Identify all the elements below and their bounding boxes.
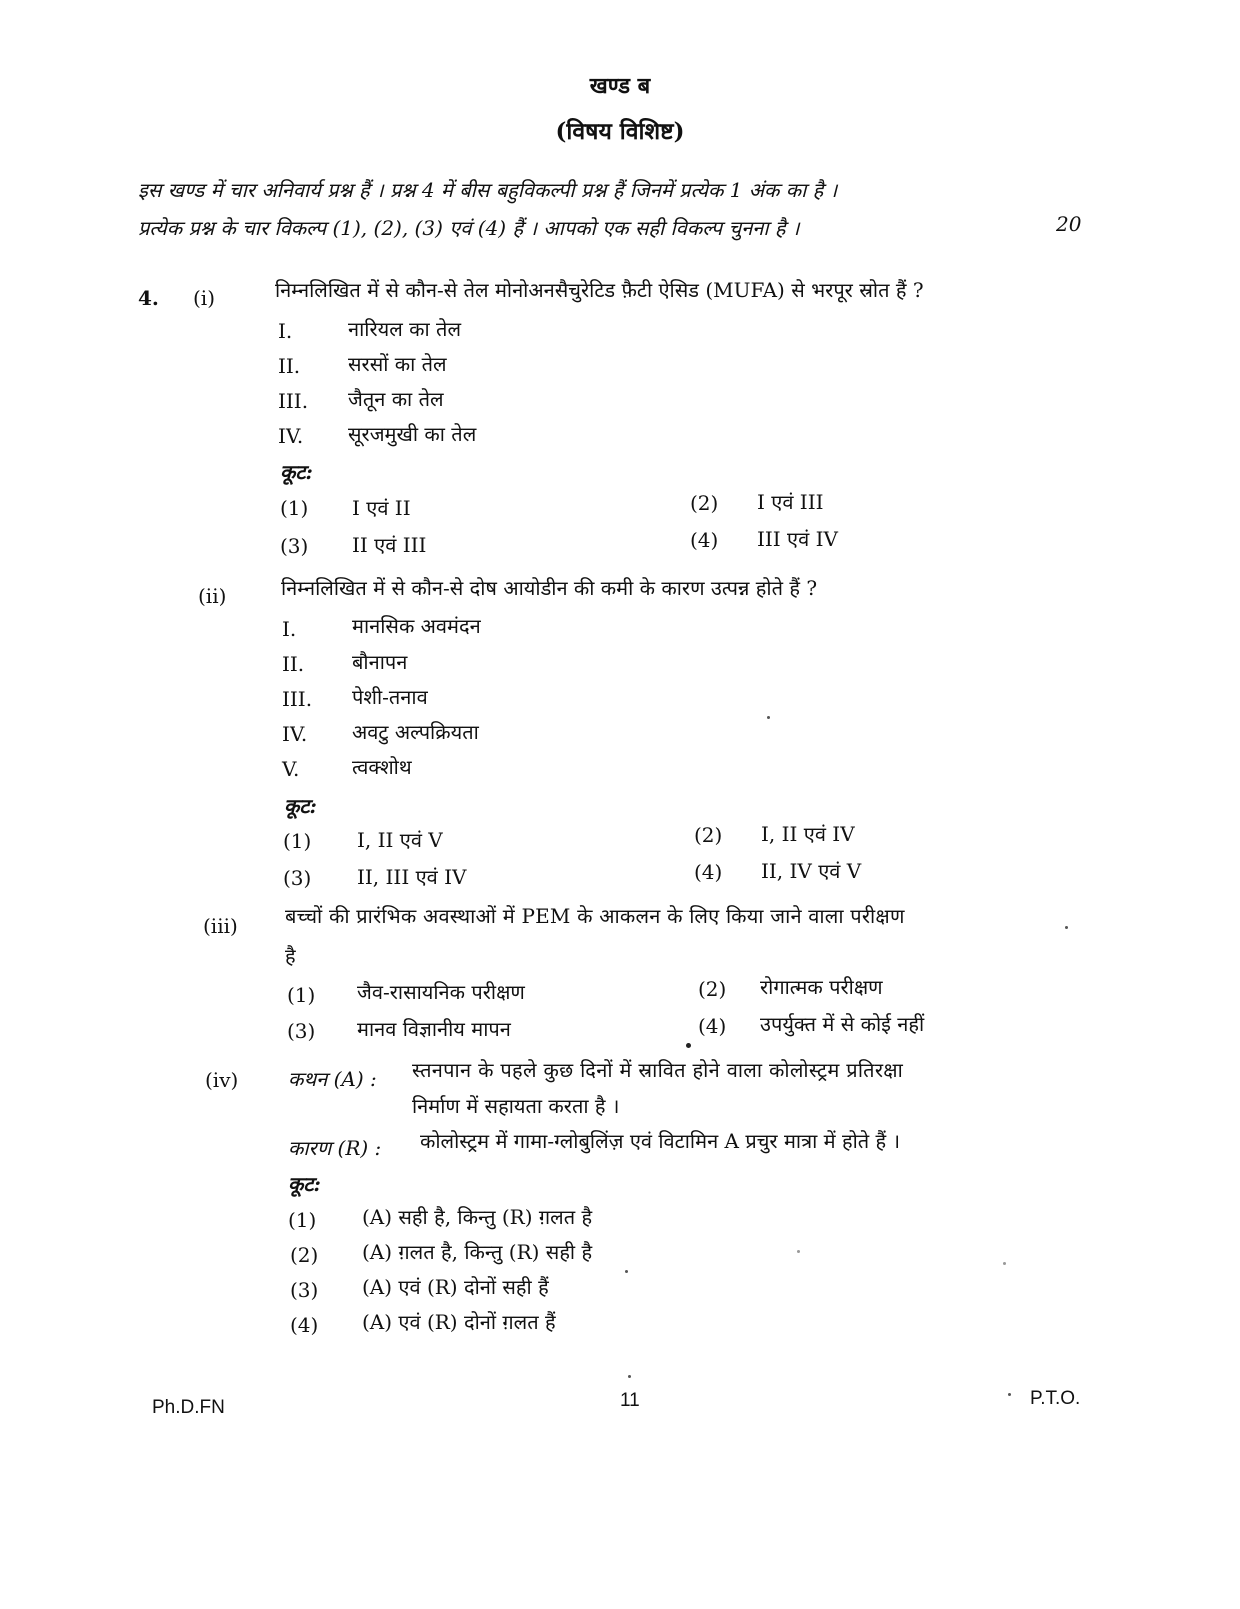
list-item-number: IV.: [278, 424, 304, 448]
list-item: बौनापन: [352, 650, 408, 674]
list-item: त्वक्शोथ: [352, 755, 412, 779]
option-text[interactable]: मानव विज्ञानीय मापन: [357, 1017, 511, 1041]
option-text[interactable]: III एवं IV: [757, 527, 838, 551]
q1-key-label: कूट:: [280, 460, 313, 484]
option-text[interactable]: रोगात्मक परीक्षण: [760, 975, 883, 999]
option-number[interactable]: (4): [698, 1014, 727, 1038]
option-number[interactable]: (1): [280, 496, 309, 520]
scan-speck: [1065, 926, 1068, 929]
assertion-line-1: स्तनपान के पहले कुछ दिनों में स्रावित होने वाला कोलोस्ट्रम प्रतिरक्षा: [412, 1058, 904, 1082]
option-text[interactable]: II, IV एवं V: [761, 859, 862, 883]
q4-key-label: कूट:: [288, 1172, 321, 1196]
instructions-line-2: प्रत्येक प्रश्न के चार विकल्प (1), (2), (3) एवं (4) हैं । आपको एक सही विकल्प चुनना है ।: [138, 216, 800, 240]
footer-page-number: 11: [620, 1390, 640, 1411]
q2-number: (ii): [198, 584, 227, 608]
option-text[interactable]: (A) एवं (R) दोनों सही हैं: [362, 1275, 549, 1299]
list-item-number: III.: [282, 687, 313, 711]
q2-text: निम्नलिखित में से कौन-से दोष आयोडीन की कमी के कारण उत्पन्न होते हैं ?: [281, 576, 818, 600]
option-text[interactable]: (A) एवं (R) दोनों ग़लत हैं: [362, 1310, 556, 1334]
option-number[interactable]: (2): [690, 491, 719, 515]
list-item: पेशी-तनाव: [352, 685, 428, 709]
option-text[interactable]: II, III एवं IV: [357, 865, 467, 889]
option-text[interactable]: I एवं II: [352, 496, 411, 520]
question-number: 4.: [138, 286, 159, 310]
list-item-number: I.: [278, 319, 293, 343]
option-text[interactable]: (A) ग़लत है, किन्तु (R) सही है: [362, 1240, 593, 1264]
option-text[interactable]: II एवं III: [352, 533, 427, 557]
list-item-number: II.: [282, 652, 305, 676]
list-item-number: IV.: [282, 722, 308, 746]
option-number[interactable]: (3): [280, 534, 309, 558]
option-number[interactable]: (4): [694, 860, 723, 884]
reason-label: कारण (R) :: [288, 1136, 382, 1160]
instructions-line-1: इस खण्ड में चार अनिवार्य प्रश्न हैं । प्रश्न 4 में बीस बहुविकल्पी प्रश्न हैं जिनमें प्रत्येक 1 अंक का है ।: [138, 178, 838, 202]
assertion-label: कथन (A) :: [288, 1067, 377, 1091]
option-number[interactable]: (1): [283, 829, 312, 853]
scan-speck: [1008, 1393, 1011, 1396]
scan-speck: [767, 716, 770, 719]
list-item-number: II.: [278, 354, 301, 378]
list-item-number: III.: [278, 389, 309, 413]
q1-text: निम्नलिखित में से कौन-से तेल मोनोअनसैचुरेटिड फ़ैटी ऐसिड (MUFA) से भरपूर स्रोत हैं ?: [275, 278, 924, 302]
option-text[interactable]: (A) सही है, किन्तु (R) ग़लत है: [362, 1205, 593, 1229]
scan-speck: [1003, 1262, 1006, 1265]
section-title: खण्ड ब: [589, 73, 651, 99]
option-number[interactable]: (4): [690, 528, 719, 552]
q3-text-line-2: है: [285, 944, 296, 968]
list-item: अवटु अल्पक्रियता: [352, 720, 479, 744]
assertion-line-2: निर्माण में सहायता करता है ।: [412, 1094, 620, 1118]
option-text[interactable]: उपर्युक्त में से कोई नहीं: [760, 1012, 925, 1036]
option-number[interactable]: (2): [290, 1243, 319, 1267]
list-item: सूरजमुखी का तेल: [348, 422, 477, 446]
q1-number: (i): [193, 286, 216, 310]
option-number[interactable]: (3): [290, 1278, 319, 1302]
option-text[interactable]: I, II एवं IV: [761, 822, 855, 846]
option-number[interactable]: (2): [694, 823, 723, 847]
scan-speck: [628, 1375, 631, 1378]
option-number[interactable]: (3): [283, 866, 312, 890]
q3-number: (iii): [203, 914, 238, 938]
option-number[interactable]: (1): [288, 1208, 317, 1232]
scan-speck: [686, 1043, 691, 1048]
list-item: नारियल का तेल: [348, 317, 462, 341]
option-number[interactable]: (2): [698, 977, 727, 1001]
option-number[interactable]: (4): [290, 1313, 319, 1337]
option-text[interactable]: I, II एवं V: [357, 828, 443, 852]
instructions-marks: 20: [1056, 212, 1082, 236]
scan-speck: [625, 1270, 628, 1273]
list-item-number: I.: [282, 617, 297, 641]
option-text[interactable]: जैव-रासायनिक परीक्षण: [357, 980, 525, 1004]
list-item: सरसों का तेल: [348, 352, 447, 376]
scan-speck: [797, 1250, 800, 1253]
list-item: जैतून का तेल: [348, 387, 444, 411]
option-number[interactable]: (1): [287, 983, 316, 1007]
footer-paper-code: Ph.D.FN: [152, 1397, 225, 1418]
section-subtitle: (विषय विशिष्ट): [555, 118, 685, 145]
option-number[interactable]: (3): [287, 1019, 316, 1043]
reason-text: कोलोस्ट्रम में गामा-ग्लोबुलिंज़ एवं विटामिन A प्रचुर मात्रा में होते हैं ।: [420, 1129, 901, 1153]
q2-key-label: कूट:: [284, 794, 317, 818]
option-text[interactable]: I एवं III: [757, 490, 824, 514]
q4-number: (iv): [205, 1068, 239, 1092]
footer-pto: P.T.O.: [1030, 1388, 1081, 1409]
list-item-number: V.: [282, 757, 300, 781]
list-item: मानसिक अवमंदन: [352, 614, 481, 638]
q3-text-line-1: बच्चों की प्रारंभिक अवस्थाओं में PEM के आकलन के लिए किया जाने वाला परीक्षण: [285, 904, 905, 928]
